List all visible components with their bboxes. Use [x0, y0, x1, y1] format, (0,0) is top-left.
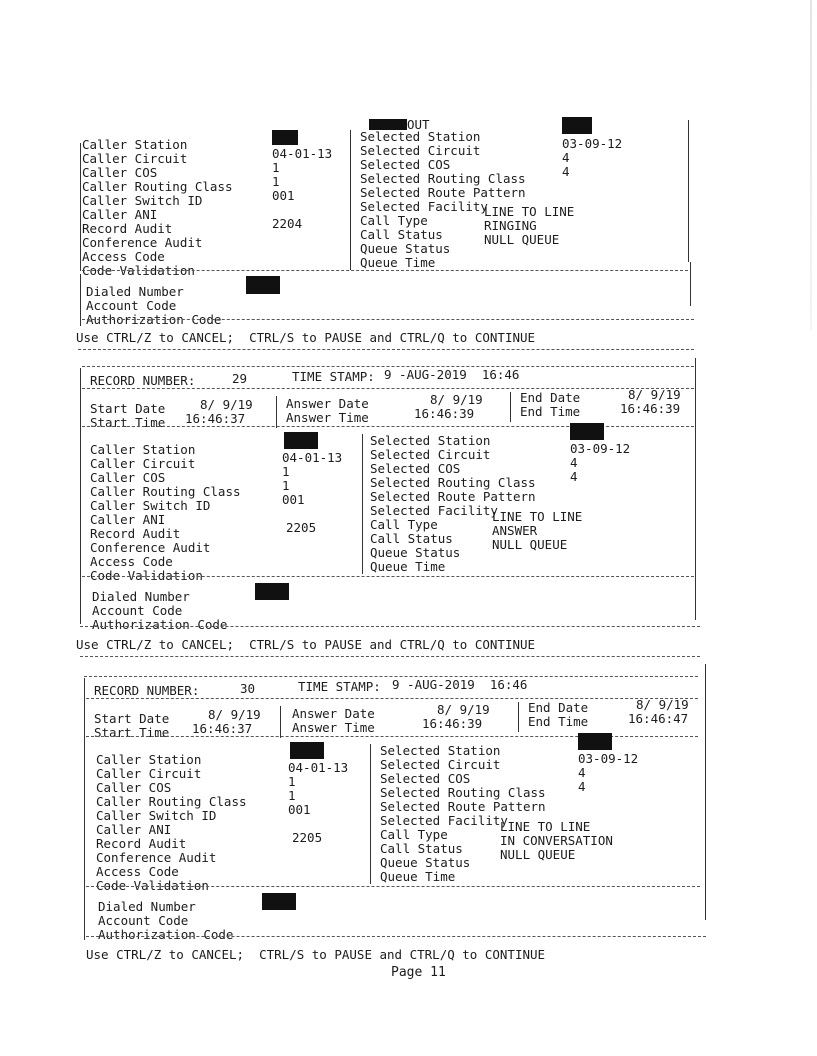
field-label: Selected Routing Class — [360, 171, 526, 186]
column-divider — [510, 392, 511, 422]
field-label: Queue Status — [380, 855, 471, 870]
redaction-block — [246, 276, 280, 294]
field-label: Caller COS — [82, 165, 158, 180]
end-date: 8/ 9/19 — [628, 387, 681, 402]
field-label: Access Code — [82, 249, 165, 264]
field-value: 4 — [570, 469, 578, 484]
start-date-label: Start Date — [90, 401, 166, 416]
field-value: 1 — [282, 464, 290, 479]
field-label: Dialed Number — [98, 899, 196, 914]
field-value: 2205 — [292, 830, 323, 845]
end-date-label: End Date — [520, 390, 581, 405]
field-label: Selected Circuit — [360, 143, 481, 158]
redaction-block — [290, 742, 324, 759]
field-value: IN CONVERSATION — [500, 833, 613, 848]
field-label: Conference Audit — [90, 540, 211, 555]
field-label: Call Type — [360, 213, 428, 228]
end-time: 16:46:47 — [628, 711, 689, 726]
answer-time: 16:46:39 — [414, 406, 475, 421]
timestamp-label: TIME STAMP: — [292, 369, 375, 384]
answer-date: 8/ 9/19 — [430, 392, 483, 407]
field-label: Selected Facility — [370, 503, 498, 518]
answer-time-label: Answer Time — [286, 410, 369, 425]
field-label: Caller Station — [82, 137, 188, 152]
field-value: RINGING — [484, 218, 537, 233]
divider-line — [80, 626, 700, 627]
divider-line — [86, 936, 706, 937]
answer-time-label: Answer Time — [292, 720, 375, 735]
column-divider — [370, 744, 371, 884]
field-value: 4 — [562, 150, 570, 165]
field-label: Selected Station — [380, 743, 501, 758]
field-label: Selected Circuit — [380, 757, 501, 772]
field-value: 001 — [288, 802, 311, 817]
out-label: OUT — [407, 117, 430, 132]
column-divider — [518, 702, 519, 732]
field-label: Caller COS — [90, 470, 166, 485]
answer-date-label: Answer Date — [286, 396, 369, 411]
divider-line — [82, 576, 694, 577]
field-label: Caller Circuit — [90, 456, 196, 471]
field-label: Selected Route Pattern — [370, 489, 536, 504]
divider-line — [84, 676, 698, 677]
footer-instructions: Use CTRL/Z to CANCEL; CTRL/S to PAUSE and CTRL/Q to CONTINUE — [76, 637, 536, 652]
field-label: Selected Facility — [360, 199, 488, 214]
field-value: 03-09-12 — [562, 136, 623, 151]
field-label: Record Audit — [90, 526, 181, 541]
start-date-label: Start Date — [94, 711, 170, 726]
field-value: 04-01-13 — [272, 146, 333, 161]
field-value: 04-01-13 — [282, 450, 343, 465]
redaction-block — [262, 893, 296, 910]
field-label: Call Type — [370, 517, 438, 532]
field-value: 1 — [272, 160, 280, 175]
field-value: 001 — [272, 188, 295, 203]
field-value: 03-09-12 — [578, 751, 639, 766]
field-label: Dialed Number — [86, 284, 184, 299]
divider-line — [82, 388, 694, 389]
field-label: Record Audit — [82, 221, 173, 236]
field-label: Selected COS — [370, 461, 461, 476]
divider-line — [82, 319, 694, 320]
field-label: Queue Status — [360, 241, 451, 256]
field-label: Selected Station — [360, 129, 481, 144]
field-label: Caller Station — [96, 752, 202, 767]
scan-edge-shadow — [810, 0, 812, 330]
field-label: Selected Facility — [380, 813, 508, 828]
field-label: Caller ANI — [90, 512, 166, 527]
answer-date: 8/ 9/19 — [437, 702, 490, 717]
field-label: Selected COS — [360, 157, 451, 172]
column-divider — [276, 396, 277, 428]
field-label: Queue Time — [380, 869, 456, 884]
end-date: 8/ 9/19 — [636, 697, 689, 712]
field-label: Caller Routing Class — [82, 179, 233, 194]
field-label: Caller ANI — [96, 822, 172, 837]
field-label: Caller ANI — [82, 207, 158, 222]
redaction-block — [570, 423, 604, 440]
field-label: Selected COS — [380, 771, 471, 786]
field-label: Code Validation — [90, 568, 203, 583]
redaction-block — [578, 733, 612, 750]
field-value: 03-09-12 — [570, 441, 631, 456]
field-value: LINE TO LINE — [500, 819, 591, 834]
timestamp: 9 -AUG-2019 16:46 — [392, 677, 528, 692]
field-label: Caller Routing Class — [90, 484, 241, 499]
field-value: 4 — [562, 164, 570, 179]
start-date: 8/ 9/19 — [200, 397, 253, 412]
field-label: Call Type — [380, 827, 448, 842]
start-time-label: Start Time — [94, 725, 170, 740]
field-label: Caller Switch ID — [90, 498, 211, 513]
field-label: Caller Switch ID — [82, 193, 203, 208]
column-divider — [280, 706, 281, 738]
field-label: Call Status — [360, 227, 443, 242]
field-label: Call Status — [370, 531, 453, 546]
answer-date-label: Answer Date — [292, 706, 375, 721]
end-date-label: End Date — [528, 700, 589, 715]
redaction-block — [562, 117, 592, 134]
field-label: Dialed Number — [92, 589, 190, 604]
field-label: Conference Audit — [82, 235, 203, 250]
page-number: Page 11 — [391, 965, 446, 980]
field-label: Selected Circuit — [370, 447, 491, 462]
field-label: Account Code — [98, 913, 189, 928]
field-label: Caller COS — [96, 780, 172, 795]
left-border — [84, 678, 85, 940]
field-value: 1 — [282, 478, 290, 493]
divider-line — [82, 270, 688, 271]
field-value: 1 — [288, 774, 296, 789]
field-label: Conference Audit — [96, 850, 217, 865]
footer-instructions: Use CTRL/Z to CANCEL; CTRL/S to PAUSE and CTRL/Q to CONTINUE — [76, 330, 536, 345]
record-number: 29 — [232, 371, 248, 386]
divider-line — [86, 698, 698, 699]
divider-line — [80, 656, 700, 657]
timestamp: 9 -AUG-2019 16:46 — [384, 367, 520, 382]
field-label: Caller Routing Class — [96, 794, 247, 809]
left-border — [80, 143, 81, 271]
field-label: Caller Circuit — [82, 151, 188, 166]
field-label: Selected Route Pattern — [380, 799, 546, 814]
right-border — [688, 120, 689, 262]
field-label: Queue Time — [360, 255, 436, 270]
column-divider — [362, 434, 363, 574]
field-value: 4 — [570, 455, 578, 470]
left-border — [80, 274, 81, 326]
start-time-label: Start Time — [90, 415, 166, 430]
record-number: 30 — [240, 681, 256, 696]
divider-line — [86, 886, 700, 887]
field-label: Call Status — [380, 841, 463, 856]
end-time-label: End Time — [520, 404, 581, 419]
field-value: LINE TO LINE — [492, 509, 583, 524]
start-date: 8/ 9/19 — [208, 707, 261, 722]
field-value: 04-01-13 — [288, 760, 349, 775]
field-label: Record Audit — [96, 836, 187, 851]
field-value: NULL QUEUE — [492, 537, 568, 552]
field-value: NULL QUEUE — [484, 232, 560, 247]
footer-instructions: Use CTRL/Z to CANCEL; CTRL/S to PAUSE and CTRL/Q to CONTINUE — [86, 947, 546, 962]
field-label: Access Code — [96, 864, 179, 879]
field-label: Code Validation — [96, 878, 209, 893]
end-time: 16:46:39 — [620, 401, 681, 416]
field-label: Account Code — [92, 603, 183, 618]
timestamp-label: TIME STAMP: — [298, 679, 381, 694]
field-value: ANSWER — [492, 523, 538, 538]
field-label: Authorization Code — [92, 617, 228, 632]
record-number-label: RECORD NUMBER: — [94, 683, 200, 698]
left-border — [80, 368, 81, 624]
field-value: 2205 — [286, 520, 317, 535]
field-value: 4 — [578, 765, 586, 780]
right-border — [695, 358, 696, 620]
field-label: Code Validation — [82, 263, 195, 278]
right-border — [690, 262, 691, 306]
field-label: Selected Route Pattern — [360, 185, 526, 200]
redaction-block — [284, 432, 318, 449]
field-label: Authorization Code — [98, 927, 234, 942]
field-value: LINE TO LINE — [484, 204, 575, 219]
column-divider — [350, 130, 351, 270]
field-label: Queue Time — [370, 559, 446, 574]
right-border — [705, 664, 706, 920]
field-label: Account Code — [86, 298, 177, 313]
record-number-label: RECORD NUMBER: — [90, 373, 196, 388]
field-value: 1 — [272, 174, 280, 189]
field-value: 1 — [288, 788, 296, 803]
start-time: 16:46:37 — [185, 411, 246, 426]
field-label: Caller Switch ID — [96, 808, 217, 823]
redaction-block — [272, 130, 298, 145]
field-label: Selected Station — [370, 433, 491, 448]
redaction-block — [255, 583, 289, 600]
start-time: 16:46:37 — [192, 721, 253, 736]
divider-line — [78, 349, 694, 350]
field-value: 2204 — [272, 216, 303, 231]
answer-time: 16:46:39 — [422, 716, 483, 731]
field-value: 001 — [282, 492, 305, 507]
field-label: Access Code — [90, 554, 173, 569]
field-label: Caller Circuit — [96, 766, 202, 781]
field-value: NULL QUEUE — [500, 847, 576, 862]
field-label: Caller Station — [90, 442, 196, 457]
end-time-label: End Time — [528, 714, 589, 729]
field-label: Authorization Code — [86, 312, 222, 327]
field-label: Selected Routing Class — [370, 475, 536, 490]
field-label: Queue Status — [370, 545, 461, 560]
field-value: 4 — [578, 779, 586, 794]
field-label: Selected Routing Class — [380, 785, 546, 800]
